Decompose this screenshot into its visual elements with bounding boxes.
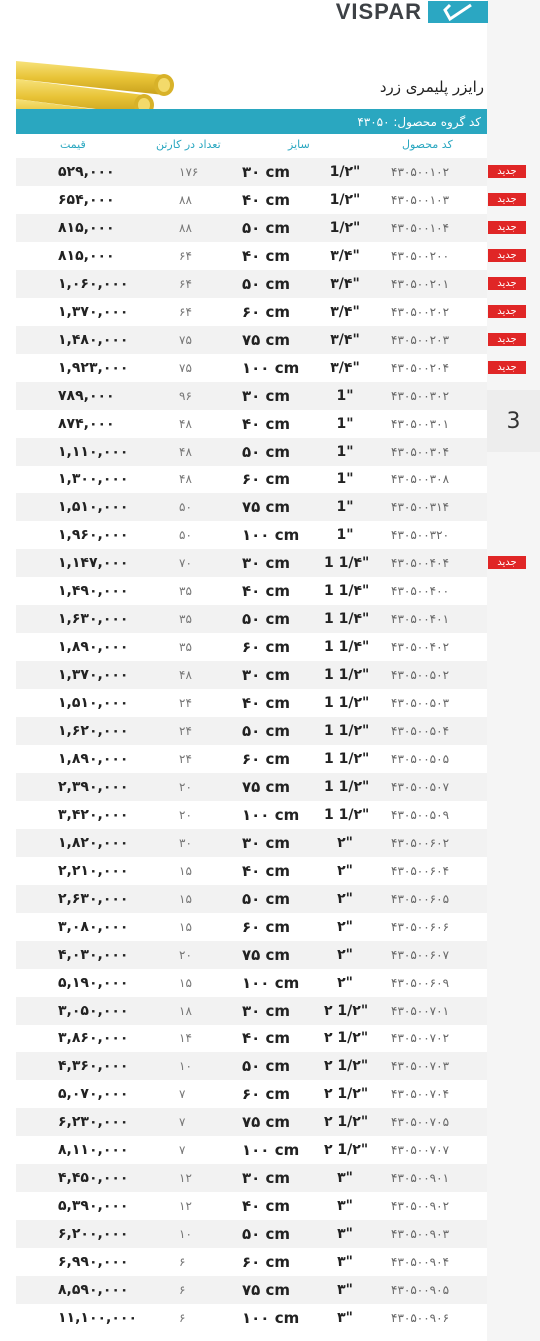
diameter-cell: 1/۲" <box>329 164 361 180</box>
length-cell: ۳۰ cm <box>242 163 291 181</box>
length-cell: ۵۰ cm <box>242 890 291 908</box>
page-number[interactable]: 3 <box>487 390 540 452</box>
length-cell: ۵۰ cm <box>242 1057 291 1075</box>
length-cell: ۱۰۰ cm <box>242 974 300 992</box>
diameter-cell: ۲" <box>337 975 353 991</box>
price-cell: ۲,۳۹۰,۰۰۰ <box>58 779 129 795</box>
new-badge: جدید <box>488 221 526 234</box>
length-cell: ۵۰ cm <box>242 610 291 628</box>
carton-qty-cell: ۷ <box>179 1143 186 1157</box>
diameter-cell: ۲ 1/۲" <box>324 1142 369 1158</box>
table-row <box>16 298 487 326</box>
product-code-cell: ۴۳۰۵۰۰۹۰۳ <box>391 1227 450 1241</box>
new-badge: جدید <box>488 556 526 569</box>
price-cell: ۶,۹۹۰,۰۰۰ <box>58 1254 129 1270</box>
table-row <box>16 354 487 382</box>
carton-qty-cell: ۳۵ <box>179 584 192 598</box>
product-title: رایزر پلیمری زرد <box>379 78 484 96</box>
length-cell: ۳۰ cm <box>242 387 291 405</box>
diameter-cell: 1" <box>336 416 354 432</box>
table-row <box>16 1108 487 1136</box>
product-code-cell: ۴۳۰۵۰۰۲۰۴ <box>391 361 450 375</box>
table-row <box>16 382 487 410</box>
carton-qty-cell: ۲۴ <box>179 724 192 738</box>
carton-qty-cell: ۱۲ <box>179 1199 192 1213</box>
table-row <box>16 857 487 885</box>
table-row <box>16 1220 487 1248</box>
price-cell: ۶,۲۰۰,۰۰۰ <box>58 1226 129 1242</box>
product-code-cell: ۴۳۰۵۰۰۲۰۲ <box>391 305 450 319</box>
price-cell: ۸۱۵,۰۰۰ <box>58 220 115 236</box>
length-cell: ۶۰ cm <box>242 1085 291 1103</box>
product-code-cell: ۴۳۰۵۰۰۴۰۲ <box>391 640 450 654</box>
table-row <box>16 465 487 493</box>
price-cell: ۳,۴۲۰,۰۰۰ <box>58 807 129 823</box>
diameter-cell: 1 1/۲" <box>324 667 370 683</box>
diameter-cell: 1 1/۴" <box>324 639 370 655</box>
product-code-cell: ۴۳۰۵۰۰۹۰۴ <box>391 1255 450 1269</box>
diameter-cell: ۳/۴" <box>330 304 360 320</box>
column-header-price: قیمت <box>60 138 86 151</box>
price-cell: ۱,۱۴۷,۰۰۰ <box>58 555 129 571</box>
product-code-cell: ۴۳۰۵۰۰۱۰۳ <box>391 193 450 207</box>
price-cell: ۱,۴۸۰,۰۰۰ <box>58 332 129 348</box>
length-cell: ۶۰ cm <box>242 750 291 768</box>
price-cell: ۱,۰۶۰,۰۰۰ <box>58 276 129 292</box>
diameter-cell: 1/۲" <box>329 220 361 236</box>
product-code-cell: ۴۳۰۵۰۰۲۰۱ <box>391 277 450 291</box>
length-cell: ۶۰ cm <box>242 1253 291 1271</box>
carton-qty-cell: ۸۸ <box>179 221 192 235</box>
carton-qty-cell: ۲۰ <box>179 808 192 822</box>
price-cell: ۱,۹۲۳,۰۰۰ <box>58 360 129 376</box>
diameter-cell: 1 1/۲" <box>324 695 370 711</box>
carton-qty-cell: ۴۸ <box>179 445 192 459</box>
product-code-cell: ۴۳۰۵۰۰۵۰۵ <box>391 752 450 766</box>
price-cell: ۱,۳۷۰,۰۰۰ <box>58 304 129 320</box>
length-cell: ۷۵ cm <box>242 1113 291 1131</box>
diameter-cell: ۲ 1/۲" <box>324 1058 369 1074</box>
price-cell: ۵,۰۷۰,۰۰۰ <box>58 1086 129 1102</box>
carton-qty-cell: ۴۸ <box>179 472 192 486</box>
product-code-cell: ۴۳۰۵۰۰۷۰۲ <box>391 1031 450 1045</box>
diameter-cell: 1 1/۴" <box>324 611 370 627</box>
diameter-cell: ۳" <box>337 1170 353 1186</box>
carton-qty-cell: ۷ <box>179 1115 186 1129</box>
table-row <box>16 689 487 717</box>
carton-qty-cell: ۳۰ <box>179 836 192 850</box>
length-cell: ۱۰۰ cm <box>242 1141 300 1159</box>
length-cell: ۳۰ cm <box>242 666 291 684</box>
length-cell: ۷۵ cm <box>242 331 291 349</box>
new-badge: جدید <box>488 249 526 262</box>
length-cell: ۱۰۰ cm <box>242 526 300 544</box>
product-code-cell: ۴۳۰۵۰۰۵۰۴ <box>391 724 450 738</box>
carton-qty-cell: ۱۵ <box>179 892 192 906</box>
length-cell: ۷۵ cm <box>242 1281 291 1299</box>
price-cell: ۵,۱۹۰,۰۰۰ <box>58 975 129 991</box>
price-cell: ۳,۰۸۰,۰۰۰ <box>58 919 129 935</box>
carton-qty-cell: ۵۰ <box>179 500 192 514</box>
table-row <box>16 1192 487 1220</box>
table-row <box>16 941 487 969</box>
length-cell: ۵۰ cm <box>242 722 291 740</box>
product-code-cell: ۴۳۰۵۰۰۷۰۵ <box>391 1115 450 1129</box>
product-code-cell: ۴۳۰۵۰۰۳۲۰ <box>391 528 450 542</box>
table-row <box>16 1080 487 1108</box>
length-cell: ۷۵ cm <box>242 778 291 796</box>
product-code-cell: ۴۳۰۵۰۰۲۰۳ <box>391 333 450 347</box>
carton-qty-cell: ۷۰ <box>179 556 192 570</box>
product-code-cell: ۴۳۰۵۰۰۷۰۷ <box>391 1143 450 1157</box>
table-row <box>16 829 487 857</box>
carton-qty-cell: ۶ <box>179 1255 186 1269</box>
price-cell: ۱,۸۹۰,۰۰۰ <box>58 751 129 767</box>
price-cell: ۱,۵۱۰,۰۰۰ <box>58 499 129 515</box>
table-row <box>16 577 487 605</box>
carton-qty-cell: ۲۰ <box>179 780 192 794</box>
carton-qty-cell: ۱۵ <box>179 920 192 934</box>
carton-qty-cell: ۴۸ <box>179 668 192 682</box>
length-cell: ۷۵ cm <box>242 498 291 516</box>
product-code-cell: ۴۳۰۵۰۰۶۰۷ <box>391 948 450 962</box>
table-row <box>16 1052 487 1080</box>
product-code-cell: ۴۳۰۵۰۰۵۰۹ <box>391 808 450 822</box>
carton-qty-cell: ۶ <box>179 1311 186 1325</box>
new-badge: جدید <box>488 165 526 178</box>
product-code-cell: ۴۳۰۵۰۰۷۰۴ <box>391 1087 450 1101</box>
diameter-cell: ۳/۴" <box>330 332 360 348</box>
product-code-cell: ۴۳۰۵۰۰۹۰۵ <box>391 1283 450 1297</box>
length-cell: ۶۰ cm <box>242 638 291 656</box>
carton-qty-cell: ۶۴ <box>179 277 192 291</box>
length-cell: ۴۰ cm <box>242 862 291 880</box>
length-cell: ۱۰۰ cm <box>242 1309 300 1327</box>
length-cell: ۷۵ cm <box>242 946 291 964</box>
length-cell: ۳۰ cm <box>242 1169 291 1187</box>
table-row <box>16 186 487 214</box>
price-cell: ۱,۶۲۰,۰۰۰ <box>58 723 129 739</box>
column-header-carton-qty: تعداد در کارتن <box>156 138 221 151</box>
length-cell: ۴۰ cm <box>242 191 291 209</box>
price-cell: ۷۸۹,۰۰۰ <box>58 388 115 404</box>
price-cell: ۳,۰۵۰,۰۰۰ <box>58 1003 129 1019</box>
table-row <box>16 326 487 354</box>
diameter-cell: 1 1/۴" <box>324 583 370 599</box>
carton-qty-cell: ۴۸ <box>179 417 192 431</box>
price-cell: ۱,۳۰۰,۰۰۰ <box>58 471 129 487</box>
table-row <box>16 913 487 941</box>
price-cell: ۱,۱۱۰,۰۰۰ <box>58 444 129 460</box>
carton-qty-cell: ۷۵ <box>179 361 192 375</box>
brand-mark-icon <box>428 1 488 23</box>
diameter-cell: 1 1/۲" <box>324 807 370 823</box>
length-cell: ۵۰ cm <box>242 219 291 237</box>
price-cell: ۸,۱۱۰,۰۰۰ <box>58 1142 129 1158</box>
length-cell: ۶۰ cm <box>242 470 291 488</box>
table-row <box>16 885 487 913</box>
product-code-cell: ۴۳۰۵۰۰۶۰۴ <box>391 864 450 878</box>
table-row <box>16 801 487 829</box>
product-group-code: کد گروه محصول: ۴۳۰۵۰ <box>16 109 487 134</box>
carton-qty-cell: ۲۴ <box>179 696 192 710</box>
length-cell: ۳۰ cm <box>242 1002 291 1020</box>
carton-qty-cell: ۱۰ <box>179 1227 192 1241</box>
price-cell: ۵,۳۹۰,۰۰۰ <box>58 1198 129 1214</box>
diameter-cell: ۳/۴" <box>330 360 360 376</box>
carton-qty-cell: ۸۸ <box>179 193 192 207</box>
diameter-cell: ۳" <box>337 1310 353 1326</box>
table-row <box>16 158 487 186</box>
product-code-cell: ۴۳۰۵۰۰۹۰۲ <box>391 1199 450 1213</box>
new-badge: جدید <box>488 305 526 318</box>
price-cell: ۱,۸۲۰,۰۰۰ <box>58 835 129 851</box>
table-row <box>16 1248 487 1276</box>
price-cell: ۳,۸۶۰,۰۰۰ <box>58 1030 129 1046</box>
price-cell: ۱,۳۷۰,۰۰۰ <box>58 667 129 683</box>
table-row <box>16 214 487 242</box>
price-cell: ۱,۴۹۰,۰۰۰ <box>58 583 129 599</box>
carton-qty-cell: ۷ <box>179 1087 186 1101</box>
price-cell: ۱,۸۹۰,۰۰۰ <box>58 639 129 655</box>
carton-qty-cell: ۱۲ <box>179 1171 192 1185</box>
carton-qty-cell: ۶ <box>179 1283 186 1297</box>
diameter-cell: ۲ 1/۲" <box>324 1003 369 1019</box>
table-row <box>16 605 487 633</box>
carton-qty-cell: ۲۰ <box>179 948 192 962</box>
carton-qty-cell: ۳۵ <box>179 612 192 626</box>
table-row <box>16 969 487 997</box>
price-cell: ۴,۴۵۰,۰۰۰ <box>58 1170 129 1186</box>
table-row <box>16 521 487 549</box>
price-cell: ۱۱,۱۰۰,۰۰۰ <box>58 1310 137 1326</box>
length-cell: ۶۰ cm <box>242 918 291 936</box>
diameter-cell: 1" <box>336 444 354 460</box>
diameter-cell: ۲ 1/۲" <box>324 1030 369 1046</box>
diameter-cell: ۳/۴" <box>330 248 360 264</box>
carton-qty-cell: ۷۵ <box>179 333 192 347</box>
length-cell: ۵۰ cm <box>242 1225 291 1243</box>
length-cell: ۶۰ cm <box>242 303 291 321</box>
carton-qty-cell: ۵۰ <box>179 528 192 542</box>
carton-qty-cell: ۱۰ <box>179 1059 192 1073</box>
product-code-cell: ۴۳۰۵۰۰۹۰۶ <box>391 1311 450 1325</box>
carton-qty-cell: ۱۸ <box>179 1004 192 1018</box>
carton-qty-cell: ۲۴ <box>179 752 192 766</box>
product-code-cell: ۴۳۰۵۰۰۱۰۴ <box>391 221 450 235</box>
product-code-cell: ۴۳۰۵۰۰۳۰۸ <box>391 472 450 486</box>
length-cell: ۴۰ cm <box>242 247 291 265</box>
carton-qty-cell: ۶۴ <box>179 305 192 319</box>
table-row <box>16 661 487 689</box>
product-code-cell: ۴۳۰۵۰۰۵۰۷ <box>391 780 450 794</box>
product-code-cell: ۴۳۰۵۰۰۷۰۱ <box>391 1004 450 1018</box>
diameter-cell: 1 1/۲" <box>324 779 370 795</box>
diameter-cell: ۲" <box>337 891 353 907</box>
diameter-cell: ۳" <box>337 1226 353 1242</box>
column-header-size: سایز <box>288 138 310 151</box>
product-code-cell: ۴۳۰۵۰۰۳۱۴ <box>391 500 450 514</box>
product-code-cell: ۴۳۰۵۰۰۴۰۰ <box>391 584 450 598</box>
product-code-cell: ۴۳۰۵۰۰۷۰۳ <box>391 1059 450 1073</box>
new-badge: جدید <box>488 333 526 346</box>
carton-qty-cell: ۱۵ <box>179 864 192 878</box>
product-code-cell: ۴۳۰۵۰۰۶۰۶ <box>391 920 450 934</box>
table-row <box>16 1024 487 1052</box>
product-code-cell: ۴۳۰۵۰۰۴۰۴ <box>391 556 450 570</box>
product-code-cell: ۴۳۰۵۰۰۳۰۴ <box>391 445 450 459</box>
diameter-cell: ۲ 1/۲" <box>324 1114 369 1130</box>
carton-qty-cell: ۹۶ <box>179 389 192 403</box>
length-cell: ۱۰۰ cm <box>242 806 300 824</box>
diameter-cell: 1/۲" <box>329 192 361 208</box>
product-code-cell: ۴۳۰۵۰۰۶۰۹ <box>391 976 450 990</box>
length-cell: ۴۰ cm <box>242 1197 291 1215</box>
table-row <box>16 633 487 661</box>
price-cell: ۴,۰۳۰,۰۰۰ <box>58 947 129 963</box>
column-header-product-code: کد محصول <box>402 138 453 151</box>
table-row <box>16 745 487 773</box>
table-row <box>16 242 487 270</box>
table-row <box>16 717 487 745</box>
carton-qty-cell: ۳۵ <box>179 640 192 654</box>
diameter-cell: 1" <box>336 471 354 487</box>
new-badge: جدید <box>488 277 526 290</box>
price-cell: ۴,۳۶۰,۰۰۰ <box>58 1058 129 1074</box>
product-code-cell: ۴۳۰۵۰۰۳۰۲ <box>391 389 450 403</box>
length-cell: ۱۰۰ cm <box>242 359 300 377</box>
diameter-cell: ۳/۴" <box>330 276 360 292</box>
length-cell: ۴۰ cm <box>242 582 291 600</box>
table-row <box>16 773 487 801</box>
table-row <box>16 493 487 521</box>
product-code-cell: ۴۳۰۵۰۰۵۰۲ <box>391 668 450 682</box>
table-row <box>16 438 487 466</box>
diameter-cell: 1 1/۲" <box>324 751 370 767</box>
price-cell: ۸۱۵,۰۰۰ <box>58 248 115 264</box>
carton-qty-cell: ۱۴ <box>179 1031 192 1045</box>
diameter-cell: ۲" <box>337 947 353 963</box>
carton-qty-cell: ۱۵ <box>179 976 192 990</box>
new-badge: جدید <box>488 361 526 374</box>
price-cell: ۱,۶۳۰,۰۰۰ <box>58 611 129 627</box>
diameter-cell: 1" <box>336 388 354 404</box>
diameter-cell: 1" <box>336 499 354 515</box>
table-row <box>16 997 487 1025</box>
length-cell: ۴۰ cm <box>242 1029 291 1047</box>
product-code-cell: ۴۳۰۵۰۰۶۰۲ <box>391 836 450 850</box>
table-row <box>16 270 487 298</box>
length-cell: ۳۰ cm <box>242 834 291 852</box>
diameter-cell: ۲ 1/۲" <box>324 1086 369 1102</box>
new-badge: جدید <box>488 193 526 206</box>
diameter-cell: ۲" <box>337 863 353 879</box>
diameter-cell: ۳" <box>337 1198 353 1214</box>
length-cell: ۳۰ cm <box>242 554 291 572</box>
price-cell: ۶,۲۳۰,۰۰۰ <box>58 1114 129 1130</box>
table-row <box>16 1304 487 1332</box>
carton-qty-cell: ۱۷۶ <box>179 165 199 179</box>
diameter-cell: 1 1/۲" <box>324 723 370 739</box>
price-cell: ۱,۹۶۰,۰۰۰ <box>58 527 129 543</box>
carton-qty-cell: ۶۴ <box>179 249 192 263</box>
diameter-cell: 1 1/۴" <box>324 555 370 571</box>
table-row <box>16 1164 487 1192</box>
product-code-cell: ۴۳۰۵۰۰۱۰۲ <box>391 165 450 179</box>
brand-name: VISPAR <box>335 0 422 24</box>
length-cell: ۴۰ cm <box>242 694 291 712</box>
diameter-cell: ۲" <box>337 835 353 851</box>
table-row <box>16 549 487 577</box>
product-code-cell: ۴۳۰۵۰۰۶۰۵ <box>391 892 450 906</box>
price-cell: ۵۲۹,۰۰۰ <box>58 164 115 180</box>
product-code-cell: ۴۳۰۵۰۰۲۰۰ <box>391 249 450 263</box>
price-cell: ۲,۶۳۰,۰۰۰ <box>58 891 129 907</box>
diameter-cell: 1" <box>336 527 354 543</box>
price-cell: ۲,۲۱۰,۰۰۰ <box>58 863 129 879</box>
price-cell: ۸,۵۹۰,۰۰۰ <box>58 1282 129 1298</box>
table-row <box>16 410 487 438</box>
product-code-cell: ۴۳۰۵۰۰۹۰۱ <box>391 1171 450 1185</box>
length-cell: ۵۰ cm <box>242 275 291 293</box>
price-cell: ۸۷۴,۰۰۰ <box>58 416 115 432</box>
product-code-cell: ۴۳۰۵۰۰۵۰۳ <box>391 696 450 710</box>
brand-logo <box>336 0 488 24</box>
length-cell: ۴۰ cm <box>242 415 291 433</box>
length-cell: ۵۰ cm <box>242 443 291 461</box>
table-row <box>16 1276 487 1304</box>
product-code-cell: ۴۳۰۵۰۰۳۰۱ <box>391 417 450 431</box>
table-row <box>16 1136 487 1164</box>
diameter-cell: ۳" <box>337 1254 353 1270</box>
diameter-cell: ۲" <box>337 919 353 935</box>
product-code-cell: ۴۳۰۵۰۰۴۰۱ <box>391 612 450 626</box>
price-cell: ۶۵۴,۰۰۰ <box>58 192 115 208</box>
diameter-cell: ۳" <box>337 1282 353 1298</box>
price-cell: ۱,۵۱۰,۰۰۰ <box>58 695 129 711</box>
